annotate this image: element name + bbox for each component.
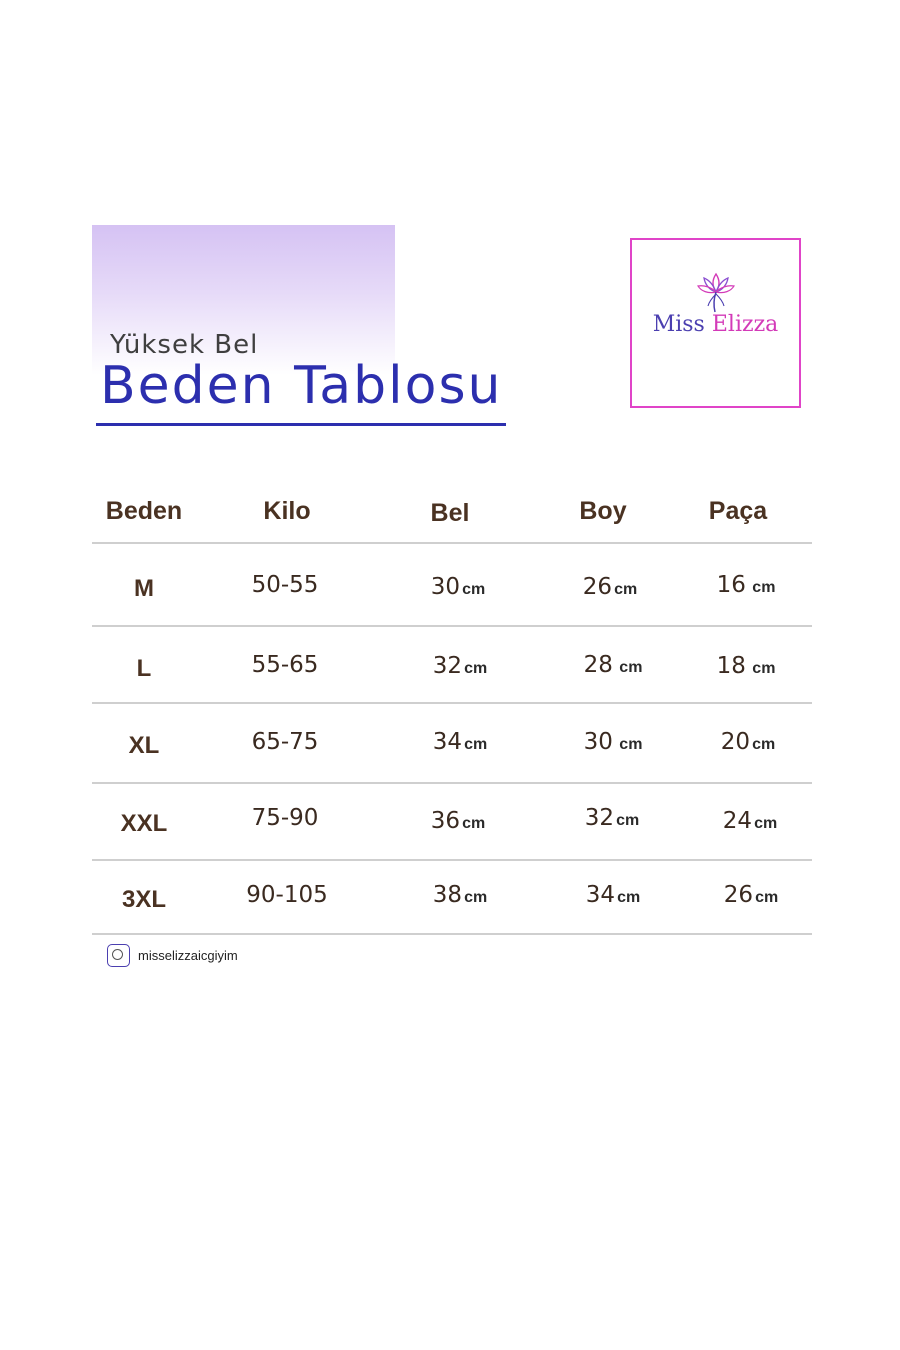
paca-value: 16 [716,572,746,598]
bel-cell [410,729,510,755]
unit-label: cm [464,660,488,677]
boy-cell [562,805,662,831]
column-header-paca: Paça [708,497,768,525]
size-cell: XXL [120,810,168,837]
table-row [92,784,812,861]
bel-value: 36 [430,808,461,834]
size-cell: L [136,655,152,682]
bel-cell [410,653,510,679]
bel-cell [408,808,508,834]
bel-cell [408,574,508,600]
table-row [92,627,812,704]
kilo-cell: 55-65 [251,652,319,678]
column-header-kilo: Kilo [263,497,311,525]
kilo-cell: 65-75 [251,729,319,755]
page-title: Beden Tablosu [100,356,503,416]
boy-value: 32 [584,805,615,831]
kilo-cell: 50-55 [251,572,319,598]
bel-value: 34 [432,729,463,755]
brand-logo [630,238,801,408]
boy-cell [560,574,660,600]
brand-name-part2: Elizza [711,312,779,337]
bel-cell [410,882,510,908]
bel-value: 30 [430,574,461,600]
kilo-cell: 90-105 [246,882,328,908]
brand-name [632,312,799,337]
paca-cell [701,882,801,908]
size-chart-table [92,480,812,935]
table-header [92,480,812,544]
boy-cell [563,882,663,908]
boy-cell [563,729,663,755]
kilo-cell: 75-90 [251,805,319,831]
unit-label: cm [462,581,486,598]
table-row [92,861,812,935]
social-footer [107,942,238,968]
paca-cell [696,572,796,598]
unit-label: cm [752,736,776,753]
unit-label: cm [754,815,778,832]
instagram-icon [107,944,130,967]
paca-value: 24 [722,808,753,834]
unit-label: cm [617,889,641,906]
column-header-beden: Beden [105,497,183,525]
table-row [92,704,812,784]
unit-label: cm [752,660,776,677]
title-underline [96,423,506,426]
size-cell: XL [128,732,160,759]
paca-value: 26 [723,882,754,908]
boy-value: 28 [583,652,613,678]
unit-label: cm [755,889,779,906]
page-subtitle: Yüksek Bel [110,330,259,360]
brand-name-part1: Miss [652,312,705,337]
bel-value: 38 [432,882,463,908]
unit-label: cm [464,736,488,753]
paca-value: 18 [716,653,746,679]
unit-label: cm [614,581,638,598]
boy-cell [563,652,663,678]
paca-cell [696,653,796,679]
boy-value: 30 [583,729,613,755]
bel-value: 32 [432,653,463,679]
paca-value: 20 [720,729,751,755]
paca-cell [698,729,798,755]
unit-label: cm [462,815,486,832]
unit-label: cm [752,579,776,596]
table-row [92,544,812,627]
unit-label: cm [464,889,488,906]
unit-label: cm [616,812,640,829]
paca-cell [700,808,800,834]
unit-label: cm [619,736,643,753]
instagram-handle[interactable]: misselizzaicgiyim [138,947,238,963]
column-header-boy: Boy [579,497,627,525]
unit-label: cm [619,659,643,676]
size-cell: M [134,575,154,602]
column-header-bel: Bel [430,499,470,527]
lotus-icon [696,270,736,314]
size-cell: 3XL [121,886,166,913]
boy-value: 26 [582,574,613,600]
boy-value: 34 [585,882,616,908]
